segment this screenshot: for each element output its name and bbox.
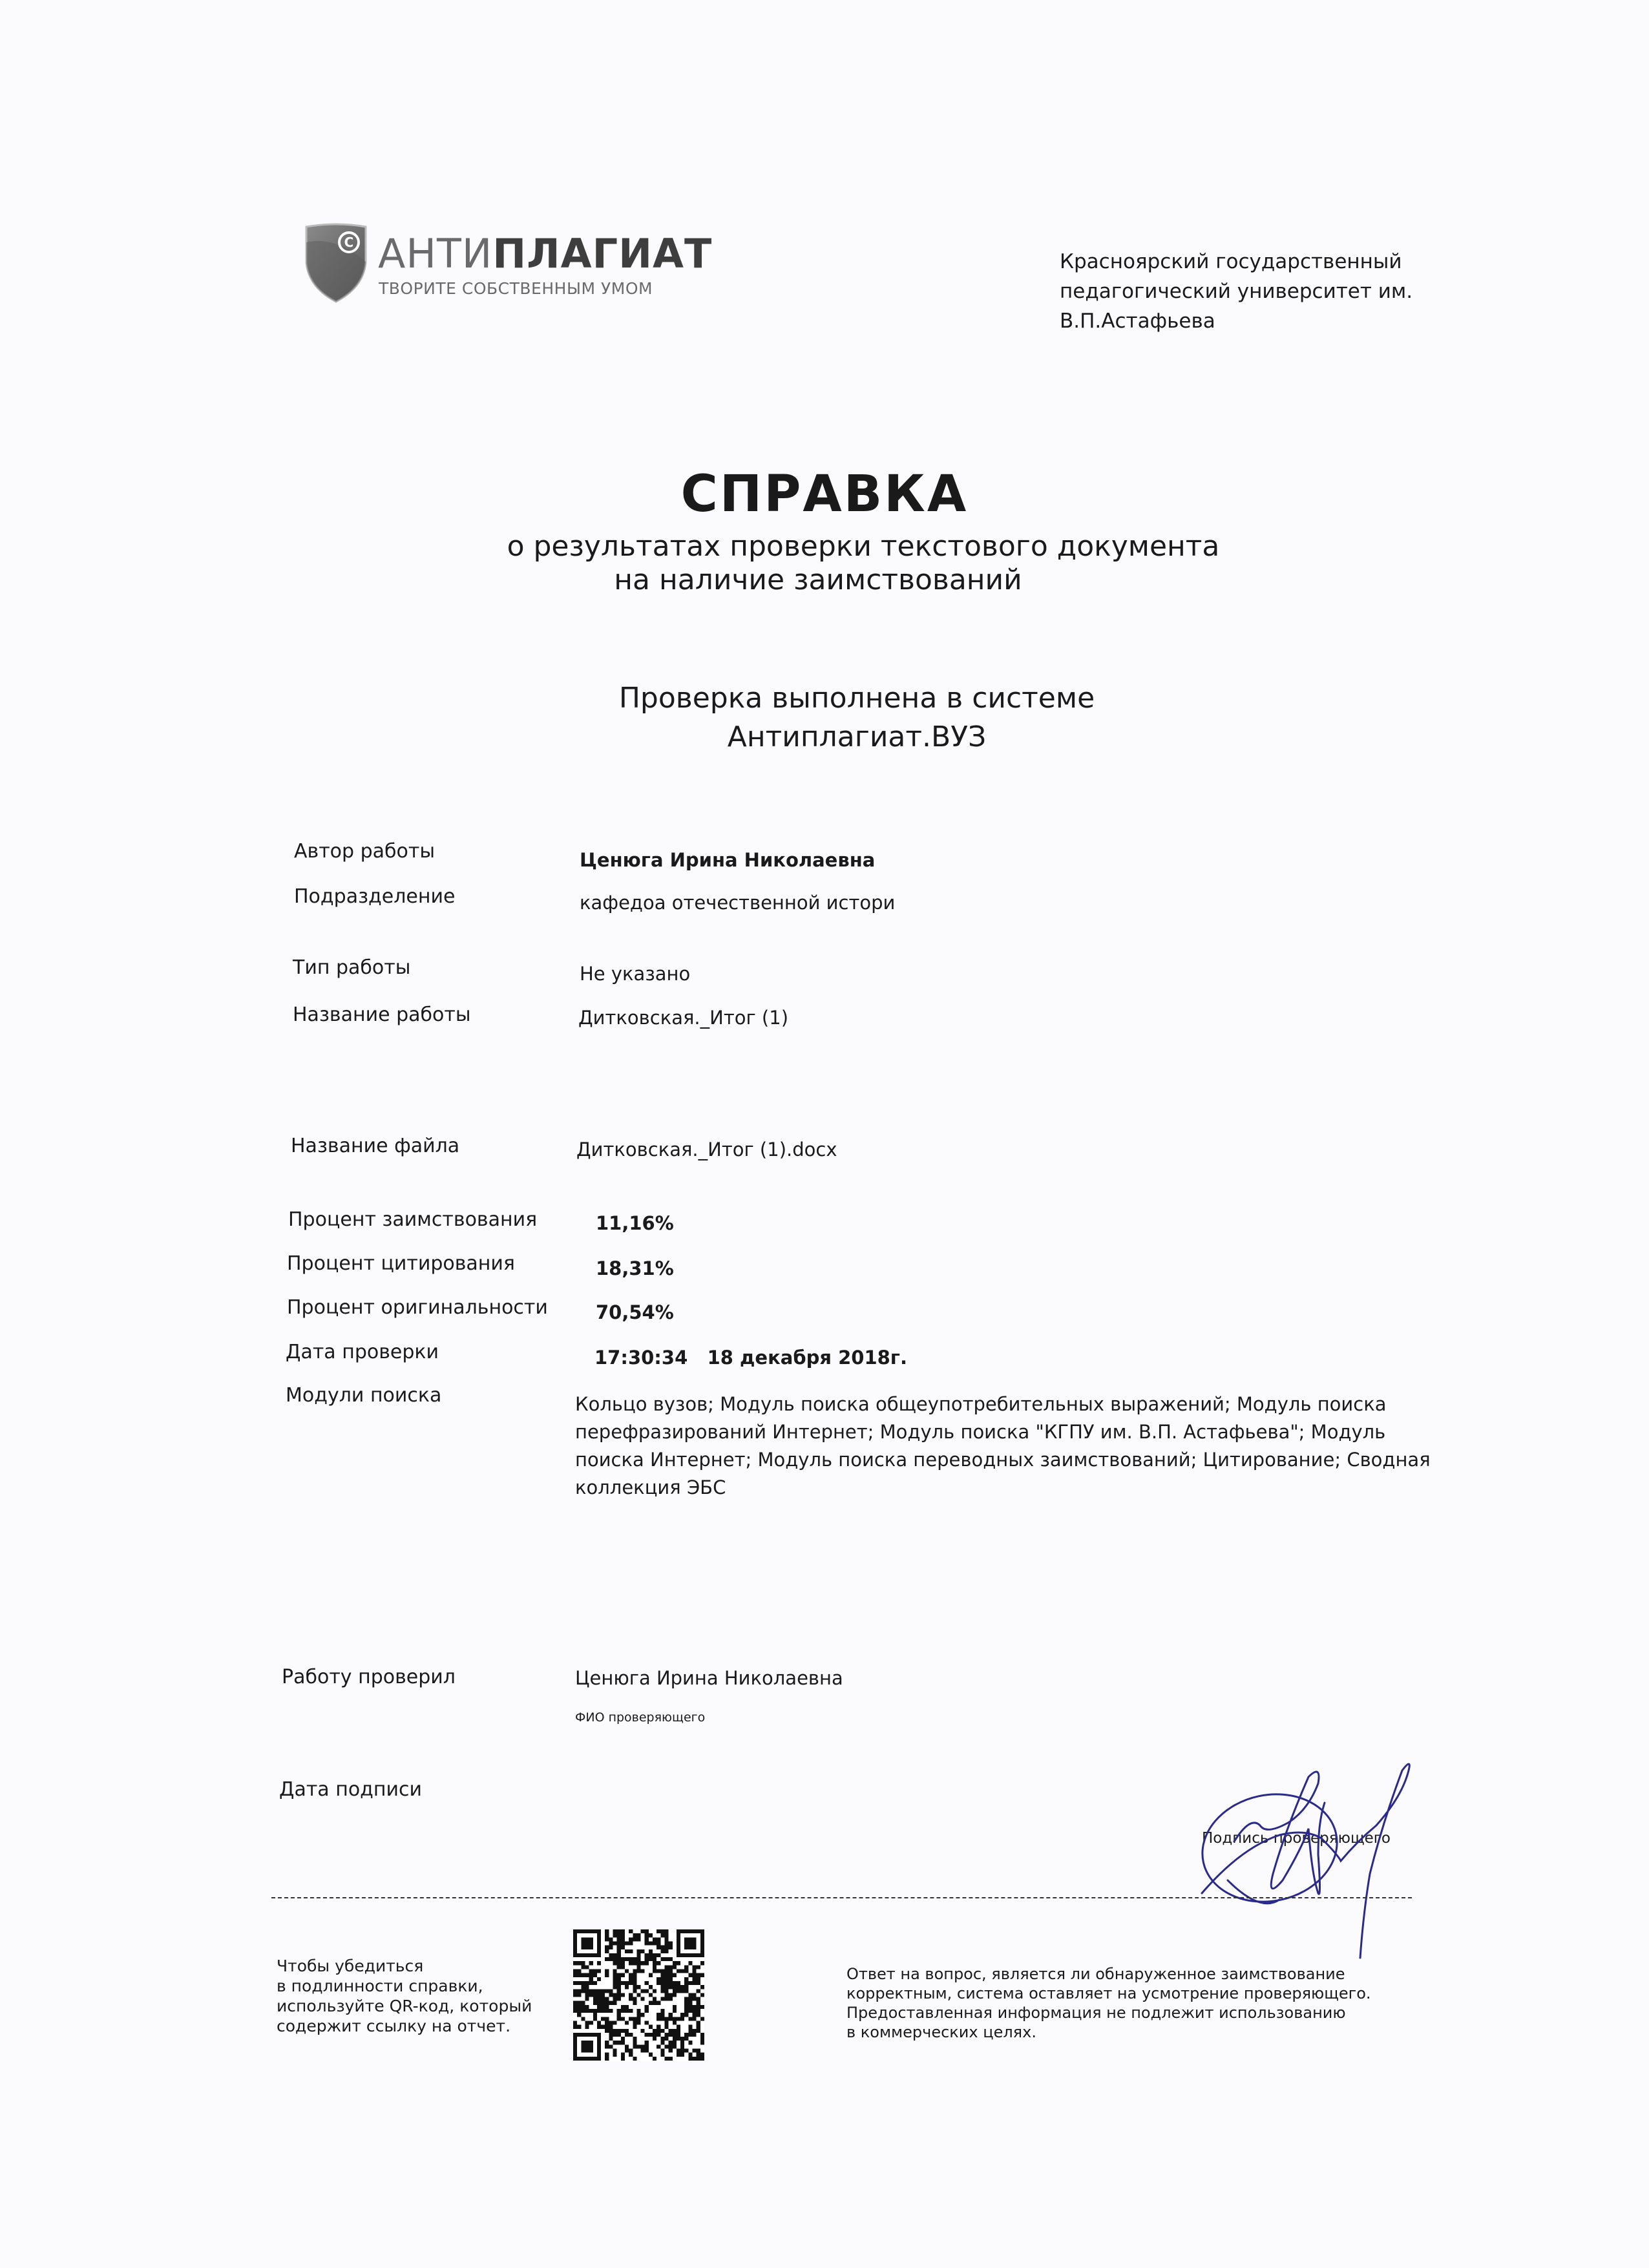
university-line: Красноярский государственный (1060, 250, 1402, 273)
qr-code[interactable] (573, 1929, 704, 2061)
system-name: Антиплагиат.ВУЗ (727, 720, 987, 753)
brand-light: АНТИ (378, 230, 493, 277)
sign-date-label: Дата подписи (279, 1778, 423, 1801)
citation-percent-value: 18,31% (596, 1257, 674, 1279)
department-value: кафедоа отечественной истори (580, 892, 896, 914)
citation-percent-label: Процент цитирования (287, 1252, 515, 1275)
work-type-label: Тип работы (293, 956, 411, 979)
svg-text:C: C (344, 235, 354, 250)
originality-percent-label: Процент оригинальности (287, 1296, 548, 1319)
author-value: Ценюга Ирина Николаевна (580, 849, 876, 871)
system-line-1: Проверка выполнена в системе (618, 682, 1095, 715)
author-label: Автор работы (294, 840, 436, 863)
checked-by-label: Работу проверил (282, 1666, 456, 1688)
qr-note (277, 1956, 532, 2036)
brand-tagline: ТВОРИТЕ СОБСТВЕННЫМ УМОМ (379, 279, 653, 298)
footer-divider (271, 1897, 1412, 1898)
disclaimer-line: Предоставленная информация не подлежит использованию (846, 2004, 1346, 2022)
disclaimer-line: корректным, система оставляет на усмотрение проверяющего. (846, 1984, 1371, 2002)
disclaimer (846, 1964, 1371, 2042)
brand-logo-text (378, 230, 713, 277)
check-date-label: Дата проверки (286, 1341, 439, 1363)
handwritten-signature (1189, 1745, 1434, 1964)
originality-percent-value: 70,54% (596, 1301, 674, 1323)
department-label: Подразделение (294, 885, 456, 908)
brand-dark: ПЛАГИАТ (492, 230, 713, 277)
file-name-label: Название файла (291, 1135, 460, 1157)
borrowing-percent-label: Процент заимствования (288, 1208, 538, 1231)
search-modules-label: Модули поиска (286, 1384, 442, 1407)
work-title-value: Дитковская._Итог (1) (578, 1007, 789, 1029)
university-line: педагогический университет им. (1060, 280, 1413, 303)
checked-by-value: Ценюга Ирина Николаевна (575, 1667, 843, 1689)
check-time: 17:30:34 (594, 1347, 688, 1369)
qr-note-line: содержит ссылку на отчет. (277, 2017, 511, 2035)
work-type-value: Не указано (580, 963, 691, 985)
copyright-shield-icon (304, 223, 368, 304)
check-date-value (594, 1347, 907, 1369)
file-name-value: Дитковская._Итог (1).docx (576, 1139, 837, 1160)
disclaimer-line: Ответ на вопрос, является ли обнаруженное заимствование (846, 1965, 1345, 1983)
document-subtitle-line-1: о результатах проверки текстового документа (507, 530, 1220, 563)
search-modules-value: Кольцо вузов; Модуль поиска общеупотребительных выражений; Модуль поиска перефразирований Интернет; Модуль поиска "КГПУ им. В.П. Астафьева"; Модуль поиска Интернет; Модуль поиска переводных заимствований; Цитирование; Сводная коллекция ЭБС (575, 1393, 1431, 1498)
qr-note-line: Чтобы убедиться (277, 1957, 424, 1975)
university-line: В.П.Астафьева (1060, 310, 1215, 333)
borrowing-percent-value: 11,16% (596, 1212, 674, 1234)
document-title: СПРАВКА (680, 465, 969, 523)
signature-caption: Подпись проверяющего (1202, 1830, 1391, 1847)
document-subtitle-line-2: на наличие заимствований (614, 563, 1022, 596)
disclaimer-line: в коммерческих целях. (846, 2023, 1036, 2041)
qr-note-line: в подлинности справки, (277, 1977, 483, 1995)
check-date: 18 декабря 2018г. (707, 1347, 907, 1369)
university-name (1060, 247, 1413, 336)
qr-note-line: используйте QR-код, который (277, 1997, 532, 2015)
fio-caption: ФИО проверяющего (575, 1710, 706, 1725)
work-title-label: Название работы (293, 1003, 471, 1026)
